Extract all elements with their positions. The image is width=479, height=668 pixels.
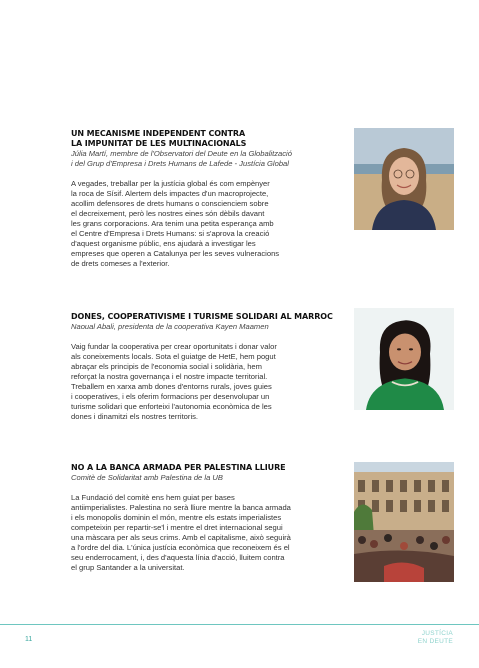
protest-photo-university: [354, 462, 454, 582]
article-body: Vaig fundar la cooperativa per crear oportunitats i donar valor als coneixements locals. Sota el guiatge de HetE, hem pogut abraçar els principis de l'economia social i solidària, hem reforçat la nostra governança i el nostre impacte territorial. Treballem en xarxa amb dones d'entorns rurals, joves guies i cooperatives, i els oferim formacions per desenvolupar un turisme solidari que enforteixi l'autonomia econòmica de les dones i dinamitzi els nostres territoris.: [71, 342, 277, 421]
article-marroc: [71, 312, 343, 422]
article-title: UN MECANISME INDEPENDENT CONTRA LA IMPUNITAT DE LES MULTINACIONALS: [71, 129, 247, 148]
article-byline: Comitè de Solidaritat amb Palestina de la UB: [71, 473, 223, 482]
article-body: A vegades, treballar per la justícia global és com empènyer la roca de Sísif. Alertem dels impactes d'un macroprojecte, acollim defensores de drets humans o conscienciem sobre el decreixement, però les nostres eines són dèbils davant les grans corporacions. Ara tenim una petita esperança amb el Centre d'Empresa i Drets Humans: si s'aprova la creació d'aquest organisme públic, ens ajudarà a investigar les empreses que operen a Catalunya per les seves vulneracions de drets comeses a l'exterior.: [71, 179, 280, 268]
article-palestina: [71, 463, 343, 573]
article-byline: Naoual Abali, presidenta de la cooperativa Kayen Maamen: [71, 322, 269, 331]
page-number: 11: [25, 636, 33, 643]
footer-divider: [0, 624, 479, 625]
article-body: La Fundació del comitè ens hem guiat per bases antiimperialistes. Palestina no serà lliure mentre la banca armada i els monopolis dominin el món, mentre els estats imperialistes competeixin per repartir-se'l i mentre el dret internacional segui una màscara per als seus crims. Amb el capitalisme, això seguirà a l'ordre del dia. L'única justícia econòmica que reconeixem és el seu enderrocament, i, des d'aquesta línia d'acció, lluitem contra el grup Santander a la universitat.: [71, 493, 291, 572]
article-title: NO A LA BANCA ARMADA PER PALESTINA LLIURE: [71, 463, 286, 472]
article-title: DONES, COOPERATIVISME I TURISME SOLIDARI AL MARROC: [71, 312, 333, 321]
brand-logo: JUSTÍCIA EN DEUTE: [417, 630, 453, 645]
portrait-photo-julia: [354, 128, 454, 230]
article-impunitat: [71, 129, 343, 269]
article-byline: Júlia Martí, membre de l'Observatori del Deute en la Globalització i del Grup d'Empresa i Drets Humans de Lafede - Justícia Global: [71, 149, 292, 168]
portrait-photo-naoual: [354, 308, 454, 410]
